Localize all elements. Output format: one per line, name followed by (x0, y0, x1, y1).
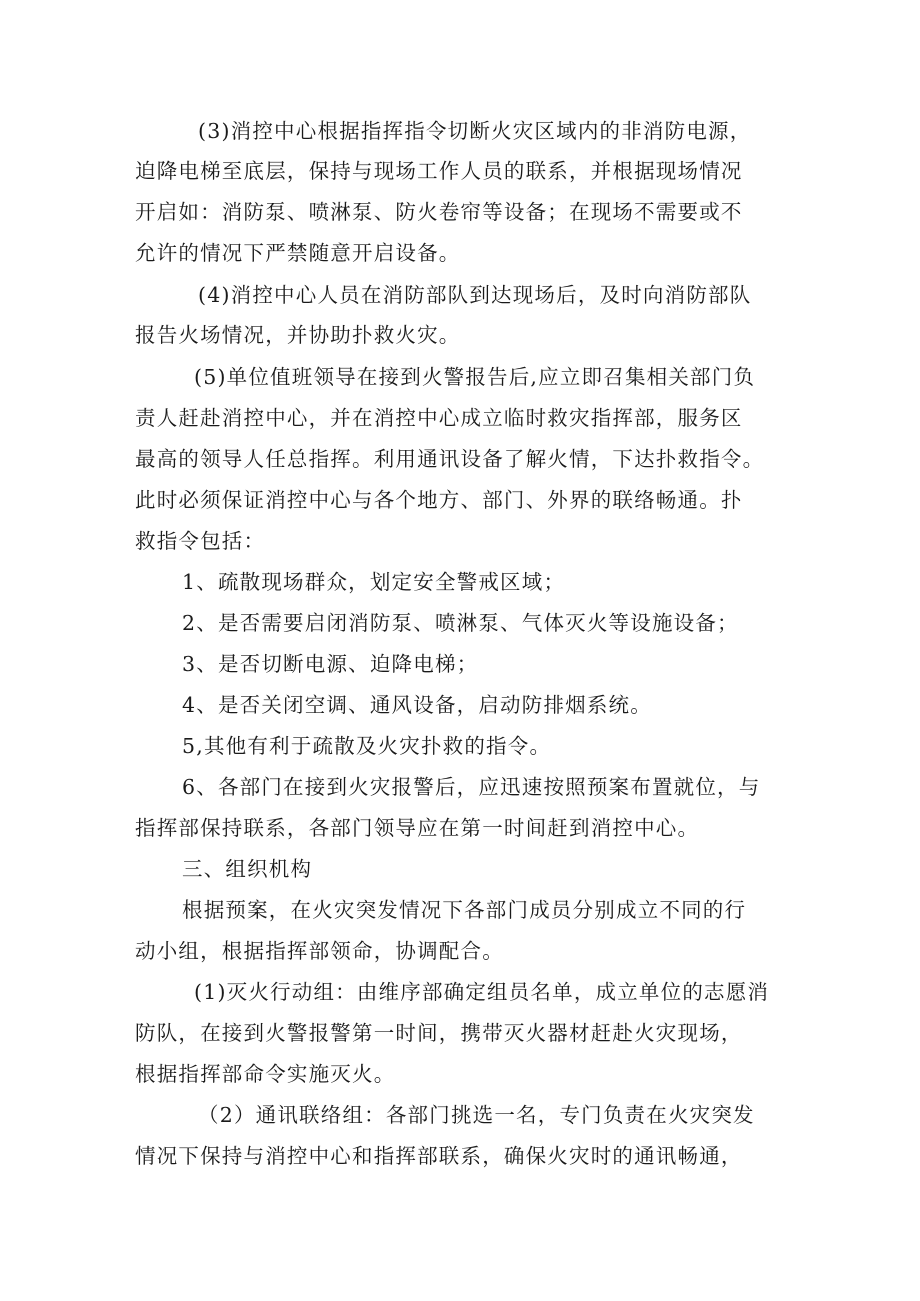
paragraph-item-5-line-1: (5)单位值班领导在接到火警报告后,应立即召集相关部门负 (194, 365, 756, 389)
paragraph-item-3-line-1: (3)消控中心根据指挥指令切断火灾区域内的非消防电源， (198, 119, 752, 143)
paragraph-item-4-line-1: (4)消控中心人员在消防部队到达现场后，及时向消防部队 (198, 283, 752, 307)
list-item-6-line-1: 6、各部门在接到火灾报警后，应迅速按照预案布置就位，与 (182, 775, 761, 799)
list-item-2: 2、是否需要启闭消防泵、喷淋泵、气体灭火等设施设备； (182, 611, 739, 635)
paragraph-item-5-line-2: 责人赶赴消控中心，并在消控中心成立临时救灾指挥部，服务区 (135, 406, 743, 430)
list-item-1: 1、疏散现场群众，划定安全警戒区域； (182, 570, 566, 594)
group-2-line-1: （2）通讯联络组：各部门挑选一名，专门负责在火灾突发 (198, 1103, 755, 1127)
paragraph-item-5-line-4: 此时必须保证消控中心与各个地方、部门、外界的联络畅通。扑 (135, 488, 743, 512)
paragraph-item-5-line-3: 最高的领导人任总指挥。利用通讯设备了解火情，下达扑救指令。 (135, 447, 765, 471)
list-item-5: 5,其他有利于疏散及火灾扑救的指令。 (182, 734, 552, 758)
group-1-line-1: (1)灭火行动组：由维序部确定组员名单，成立单位的志愿消 (194, 980, 770, 1004)
group-1-line-3: 根据指挥部命令实施灭火。 (135, 1062, 396, 1086)
org-intro-line-2: 动小组，根据指挥部领命，协调配合。 (135, 939, 504, 963)
list-item-4: 4、是否关闭空调、通风设备，启动防排烟系统。 (182, 693, 652, 717)
paragraph-item-4-line-2: 报告火场情况，并协助扑救火灾。 (135, 323, 461, 347)
paragraph-item-5-line-5: 救指令包括： (135, 529, 266, 553)
paragraph-item-3-line-4: 允许的情况下严禁随意开启设备。 (135, 241, 461, 265)
list-item-3: 3、是否切断电源、迫降电梯； (182, 652, 479, 676)
paragraph-item-3-line-3: 开启如：消防泵、喷淋泵、防火卷帘等设备；在现场不需要或不 (135, 200, 743, 224)
org-intro-line-1: 根据预案，在火灾突发情况下各部门成员分别成立不同的行 (182, 898, 747, 922)
group-2-line-2: 情况下保持与消控中心和指挥部联系，确保火灾时的通讯畅通， (135, 1144, 743, 1168)
section-heading-organization: 三、组织机构 (182, 857, 313, 881)
group-1-line-2: 防队，在接到火警报警第一时间，携带灭火器材赶赴火灾现场， (135, 1021, 743, 1045)
list-item-6-line-2: 指挥部保持联系，各部门领导应在第一时间赶到消控中心。 (135, 816, 700, 840)
paragraph-item-3-line-2: 迫降电梯至底层，保持与现场工作人员的联系，并根据现场情况 (135, 159, 743, 183)
